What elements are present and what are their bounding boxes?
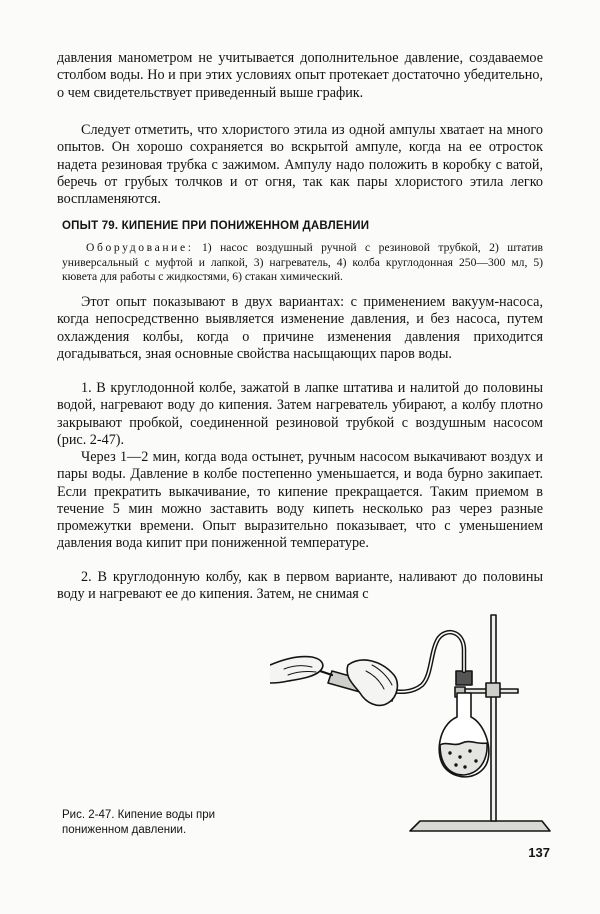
- paragraph-top-1: давления манометром не учитывается дополнительное давление, создаваемое столбом воды. Но и при этих условиях опыт протекает достаточно убедительно, о чем свидетельствует приведенный выше график.: [57, 50, 543, 101]
- left-hand: [270, 656, 323, 683]
- paragraph-top-2: Следует отметить, что хлористого этила из одной ампулы хватает на много опытов. Он хорошо сохраняется во вскрытой ампуле, когда на ее отросток надета резиновая трубка с зажимом. Ампулу надо положить в коробку с ватой, беречь от грубых толчков и от огня, так как пары хлористого этила легко воспламеняются.: [57, 122, 543, 208]
- page-number: 137: [528, 845, 550, 860]
- clamp-muff: [486, 683, 500, 697]
- figure-boiling-apparatus: [270, 605, 570, 840]
- paragraph-body-2: 1. В круглодонной колбе, зажатой в лапке штатива и налитой до половины водой, нагревают воду до кипения. Затем нагреватель убирают, а колбу плотно закрывают пробкой, соединенной резиновой трубкой с воздушным насосом (рис. 2-47).: [57, 380, 543, 448]
- stand-rod: [491, 615, 496, 821]
- section-heading: ОПЫТ 79. КИПЕНИЕ ПРИ ПОНИЖЕННОМ ДАВЛЕНИИ: [62, 220, 370, 232]
- paragraph-body-3: Через 1—2 мин, когда вода остынет, ручным насосом выкачивают воздух и пары воды. Давление в колбе постепенно уменьшается, и вода бурно закипает. Если прекратить выкачивание, то кипение прекращается. Таким приемом в течение 5 мин можно заставить воду кипеть несколько раз через разные промежутки времени. Опыт выразительно показывает, что с уменьшением давления вода кипит при пониженной температуре.: [57, 449, 543, 552]
- right-hand: [347, 660, 397, 705]
- equipment-list: [62, 241, 543, 285]
- paragraph-body-1: Этот опыт показывают в двух вариантах: с применением вакуум-насоса, когда непосредственно выявляется изменение давления, и без насоса, путем охлаждения колбы, когда о причине изменения давления приходится догадываться, зная основные свойства насыщающих паров воды.: [57, 294, 543, 362]
- equipment-text: 1) насос воздушный ручной с резиновой трубкой, 2) штатив универсальный с муфтой и лапкой, 3) нагреватель, 4) колба круглодонная 250—300 мл, 5) кювета для работы с жидкостями, 6) стакан химический.: [62, 241, 543, 284]
- rubber-tube: [388, 632, 464, 692]
- figure-caption: Рис. 2-47. Кипение воды при пониженном давлении.: [62, 809, 216, 836]
- stand-base: [410, 821, 550, 831]
- paragraph-body-4: 2. В круглодонную колбу, как в первом варианте, наливают до половины воду и нагревают ее до кипения. Затем, не снимая с: [57, 569, 543, 603]
- equipment-label: Оборудование:: [86, 241, 194, 254]
